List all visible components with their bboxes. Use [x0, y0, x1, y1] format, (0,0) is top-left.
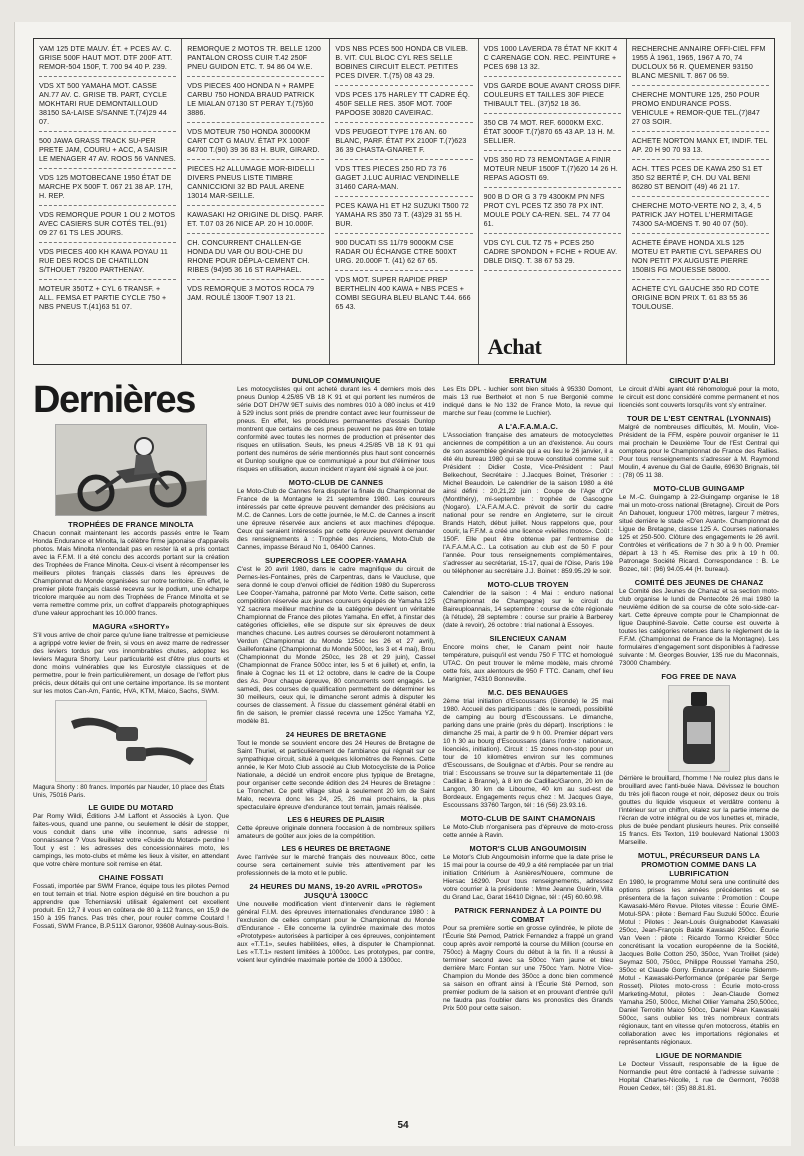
article-title: SILENCIEUX CANAM [489, 634, 567, 643]
article-title: MOTO-CLUB DE CANNES [288, 478, 384, 487]
article-body: Une nouvelle modification vient d'intervenir dans le règlement général F.I.M. des épreuves internationales d'endurance 1980 : à l'exclusion de celles comptant pour le Championnat du Monde d'Endurance - Elle concerne la cylindrée maximale des motos «Prototypes» autorisées à participer à ces épreuves, conjointement aux «T.T.1», seules habilitées, elles, à disputer le Championnat. Les «T.T.1» restent limitées à 1000cc. Les prototypes, par contre, voient leur cylindrée maximale portée de 1000 à 1300cc. [237, 901, 435, 964]
classified-ad: VDS CYL CUL TZ 75 + PCES 250 CADRE SPONDON + FCHE + ROUE AV. DBLE DISQ. T. 38 67 53 29. [484, 237, 621, 271]
article-body: Les motocyclistes qui ont acheté durant les 4 derniers mois des pneus Dunlop 4.25/85 VB 18 K 91 et qui portent les numéros de série DOT DH7W 9ET suivis des nombres 010 à 080 inclus et 419 à 529 inclus sont priés de prendre contact avec leur fournisseur de pneus. En effet, les procédures permanentes d'essais Dunlop montrent que certains de ces pneus peuvent ne pas être en totale conformité avec toutes les normes de production et présenter des risques en utilisation. Seuls, les pneus 4.25/85 VB 18 K 91 qui portent des numéros de série mentionnés plus haut sont concernés et Dunlop souligne que ce communiqué a pour but d'éliminer tous risques en utilisation, aucun incident n'ayant été signalé à ce jour. [237, 386, 435, 473]
classified-ad: VDS NBS PCES 500 HONDA CB VILEB. B. VIT. CUL BLOC CYL RES SELLE BOBINES CIRCUIT ELECT. PETITES PCES DIVER. T.(75) 08 43 29. [335, 43, 472, 86]
classified-ad: VDS MOTEUR 750 HONDA 30000KM CART COT G MAUV. ÉTAT PX 1000F 84700 T.(90) 39 36 83 H. BUR, GIRARD. [187, 126, 324, 160]
article-body: Encore moins cher, le Canam peint noir haute température, puisqu'il est vendu 750 F TTC et homologué UTAC. On peut trouver le même modèle, mais chromé cette fois, aux alentours de 950 F TTC. Canam, chef lieu Marignier, 74310 Bonneville. [443, 644, 613, 683]
article-title: 24 HEURES DE BRETAGNE [285, 730, 387, 739]
brake-lever-image [55, 700, 207, 782]
image-caption: Magura Shorty : 80 francs. Importés par Nauder, 10 place des États Unis, 75016 Paris. [33, 784, 225, 799]
classified-ad: ACHETE NORTON MANX ET, INDIF. TEL AP. 20 H 90 70 93 13. [632, 135, 769, 160]
article-body: Pour sa première sortie en grosse cylindrée, le pilote de l'Écurie Sté Pernod, Patrick Fernandez a frappé un grand coup après avoir remporté la course du Million (course en 750cc) à Magny Cours du début à la fin. Il a réussi à terminer second avec sa 500cc Yam jaune et bleu derrière Marc Fontan sur une 750cc Yam. Notre Vice-Champion du Monde des 350cc a donc bien commencé sa saison en offrant ainsi à l'Écurie Sté Pernod, son premier podium de la saison et en prouvant d'entrée qu'il ne faudra pas l'oublier dans les pronostics des Grands Prix 500 pour cette saison. [443, 925, 613, 1012]
article-title: LIGUE DE NORMANDIE [655, 1051, 743, 1060]
classified-ad: VDS GARDE BOUE AVANT CROSS DIFF. COULEURS ET TAILLES 30F PIECE THIBAULT TEL. (37)52 18 36. [484, 80, 621, 114]
article-body: En 1980, le programme Motul sera une continuité des options prises les années précédentes et se présentera de la façon suivante : Promotion : Coupe Kawasaki-Méro Revue. Pilotes vitesse : Écurie GME-Motul-SPA : pilote : Bernard Fau Suzuki 500cc. Écurie Motul : Pilotes : Jean-Louis Guignabodet Kawasaki 250cc, Jean-François Baldé Kawasaki 250cc. Écurie Van Veen : pilote : Ricardo Tormo Kreidler 50cc concrétisant la vocation européenne de la Société, Jacques Bolle Cotton 250, 350cc, Yvan Troillet (side) Seymaz 500, 750cc, Philippe Roussel Yamaha 250, 350cc et Claude Gorry. Endurance : écurie Sidemm-Motul - Kawasaki-Performance (préparée par Serge Rosset). Pilotes moto-cross : Écurie moto-cross Marketing-Motul, pilotes : Jean-Claude Gomez Yamaha 250, 500cc, Michel Ollier Yamaha 250,500cc, Daniel Terroitin Maico 500cc, Daniel Péan Kawasaki 500cc, sans oublier les très nombreux contrats régionaux, tant en vitesse qu'en motocross, établis en collaboration avec les importations régionales et représentants régionaux. [619, 879, 779, 1046]
article-body: Cette épreuve originale donnera l'occasion à de nombreux spillers amateurs de goûter aux joies de la compétition. [237, 825, 435, 840]
article-body: Les Ets DPL - luchier sont bien situés à 95330 Domont, mais 13 rue Berthelot et non 5 rue Bergonié comme indiqué dans le No 132 de France Moto, la revue qui marche sur l'eau (comme le Luchier). [443, 386, 613, 417]
classified-ad: 900 B D OR G 3 79 4300KM PN NFS PROT CYL PCES TZ 350 78 PX INT. MOULE POLY CA-REN. SEL. 74 77 04 61. [484, 191, 621, 234]
classified-ad: PCES KAWA H1 ET H2 SUZUKI T500 72 YAMAHA RS 350 73 T. (43)29 31 55 H. BUR. [335, 200, 472, 234]
article-title: MAGURA «SHORTY» [92, 622, 170, 631]
classified-ad: REMORQUE 2 MOTOS TR. BELLE 1200 PANTALON CROSS CUIR T.42 250F PNEU GUIDON ETC. T. 94 86 04 W.E. [187, 43, 324, 77]
classified-ad: KAWASAKI H2 ORIGINE DL DISQ. PARF. ET. T.07 03 26 NICE AP. 20 H 10.000F. [187, 209, 324, 234]
article-title: TOUR DE L'EST CENTRAL (LYONNAIS) [627, 414, 771, 423]
classified-ad: VDS PIECES 400 HONDA N + RAMPE CARBU 750 HONDA BRAUD PATRICK LE MIALAN 07130 ST PERAY T.(75)60 3886. [187, 80, 324, 123]
news-column-4 [619, 372, 779, 1107]
article-title: COMITÉ DES JEUNES DE CHANAZ [634, 578, 764, 587]
article-body: Le circuit d'Albi ayant été réhomologué pour la moto, le circuit est donc considéré comme permanent et nos licenciés sont couverts lorsqu'ils vont s'y entraîner. [619, 386, 779, 409]
news-column-2 [237, 372, 435, 1107]
section-title: Dernières [33, 379, 195, 421]
article-body: 2ème trial initiation d'Escoussans (Gironde) le 25 mai 1980. Accueil des participants : dès le samedi, possibilité de camping au bourg d'Escoussans. Le dimanche, parking dans une prairie (près du départ). Inscriptions : le dimanche 25 mai, à partir de 9 h 00. Premier départ vers 10 h 30 au bourg d'Escoussans (dans l'ordre : nationaux, licenciés, initiation). Circuit : 15 zones non-stop pour un tour de 10 kilomètres environ sur les communes d'Escoussans, de Soulignac et d'Arbis. Pour se rendre au trial : Escoussans se trouve sur la départementale 11 (de Cadillac à Branne), à 8 km de Cadillac/Garonn, 20 km de Langon, 30 km de Libourne, 40 km au sud-est de Bordeaux. Engagements reçus chez : M. Jacques Gaye, Escoussans 33760 Targon, tél : 16 (56) 23.93.16. [443, 698, 613, 809]
article-body: Malgré de nombreuses difficultés, M. Moulin, Vice-Président de la FFM, espère pouvoir organiser le 11 mai prochain le Deuxième Tour de l'Est Central qui comptera pour le Championnat de France des Rallies. Pour tous renseignements s'adresser à M. Raymond Moulin, 4 avenue du Gal de Gaulle, 69630 Brignais, tél : (78) 05 11 38. [619, 424, 779, 479]
article-body: Par Romy Wildi, Éditions J-M Laffont et Associés à Lyon. Que faites-vous, quand une panne, ou seulement le désir de stopper, vous conduit dans une ville inconnue, sans adresse ni connaissance ? Vous feuilletez votre «Guide du Motard» perdine ! Tout y est : les adresses des concessionnaires moto, les campings, les moto-clubs et même les lieux à visiter, en attendant que votre chère monture soit remise en état. [33, 813, 229, 869]
classified-ad: 350 CB 74 MOT. REF. 6000KM EXC. ÉTAT 3000F T.(7)870 65 43 AP. 13 H. M. SELLIER. [484, 117, 621, 151]
article-body: Le M.-C. Guingamp à 22-Guingamp organise le 18 mai un moto-cross national (Bretagne). Circuit de Pors An Dahouet, longueur 1700 mètres, largeur 7 mètres, situé derrière le stade «D'en Avant». Championnat de Ligue de Bretagne, classe 125 A. Courses nationales 125 et 250-500. Clôture des engagements le 26 avril. Contrôles et vérifications de 7 h 30 à 9 h 00. Premier départ à 13 h 45. Remise des prix à 19 h 00. Patronage Société Ricard. Correspondance : B. Le Bozec, tél : (96) 94.05.44 (H. bureau). [619, 494, 779, 573]
classified-ad: 900 DUCATI SS 11/79 9000KM CSE RADAR OU ÉCHANGE CTRE 500XT URG. 20.000F T. (41) 62 67 65. [335, 237, 472, 271]
article-body: L'Association française des amateurs de motocyclettes anciennes de compétition a un an d'existence. Au cours de son assemblée générale qui a eu lieu le 26 janvier, il a été élu bureau 1980 qui se trouve constitué comme suit : Président : Didier Coste, Vice-Président : Paul Belkechout, Secrétaire : J.Jacques Boinet, Trésorier : Michel Beaudoin. Le calendrier de la saison 1980 a été ainsi défini : 20,21,22 juin : Coupe de l'Age d'Or (Montlhéry), mi-septembre : trophée de Gascogne (Nogaro). L'A.F.A.M.A.C. prévoit de sortir du cadre national pour se rendre en Angleterre, sur le circuit Brands Hatch, début juillet. Nous rappelons que, pour courir, la F.F.M. a créé une licence «vieilles motos». Coût : 150F. Elle peut être obtenue par l'entremise de l'A.F.A.M.A.C.. La cotisation au club est de 50 F pour l'année. Pour tous renseignements complémentaires, s'adresser au secrétariat, 15-17, quai de l'Oise, Paris 19è ou téléphoner au secrétaire J.J. Boinet : 859.95.29 le soir. [443, 432, 613, 575]
news-column-1 [33, 372, 229, 1107]
article-title: 24 HEURES DU MANS, 19-20 AVRIL «PROTOS» JUSQU'À 1300CC [249, 882, 423, 900]
classified-ad: YAM 125 DTE MAUV. ÉT. + PCES AV. C. GRISE 500F HAUT MOT. DTF 200F ATT. REMOR-504 150F, T. 700 94 40 P. 239. [39, 43, 176, 77]
article-title: SUPERCROSS LEE COOPER-YAMAHA [264, 556, 408, 565]
article-title: FOG FREE DE NAVA [661, 672, 737, 681]
article-title: MOTOR'S CLUB ANGOUMOISIN [469, 844, 587, 853]
classifieds-column-4 [479, 39, 627, 364]
classifieds-box [33, 38, 775, 365]
article-body: Avec l'arrivée sur le marché français des nouveaux 80cc, cette course sera certainement suivie très attentivement par les professionnels de la moto et le public. [237, 854, 435, 877]
article-title: LE GUIDE DU MOTARD [88, 803, 174, 813]
article-title: ERRATUM [509, 376, 547, 385]
article-title: LES 6 HEURES DE BRETAGNE [281, 844, 391, 853]
article-title: A L'A.F.A.M.A.C. [497, 422, 559, 431]
magazine-page [14, 22, 791, 1146]
article-body: Tout le monde se souvient encore des 24 Heures de Bretagne de Saint Thuriel, et particulièrement de l'ambiance qui régnait sur ce sympathique circuit, situé à quelques kilomètres de Rennes. Cette année, le Ker Moto Club associé au Club Motocycliste de la Police Nationale, a décidé un endroit encore plus typique de Bretagne, pour organiser cette seconde édition des 24 Heures de Bretagne : Le Tronchet. Ce petit village situé à seulement 20 km de Saint Malo, recevra donc les 24, 25, 26 mai prochains, la plus spectaculaire épreuve d'endurance tout terrain, jamais réalisée. [237, 740, 435, 811]
classified-ad: VDS PIECES 400 KH KAWA POYAU 11 RUE DES ROCS DE CHATILLON S/THOUET 79200 PARTHENAY. [39, 246, 176, 280]
article-body: Dérrière le brouillard, l'homme ! Ne roulez plus dans le brouillard avec l'anti-buée Nava. Dévissez le bouchon du très joli flacon rouge et noir, déposez deux ou trois gouttes du liquide visqueux et verdâtre contenu à l'intérieur sur un chiffon, étalez sur la partie interne de l'écran de votre intégral ou de vos lunettes et, miracle, plus de buée pendant plusieurs heures. Prix conseillé 15 francs. Ets Texton, 119 boulevard National 13003 Marseille. [619, 775, 779, 846]
news-column-3 [443, 372, 613, 1107]
article-body: Chacun connait maintenant les accords passés entre le Team Honda Endurance et Minolta, la célèbre firme japonaise d'appareils photos. Mais Minolta n'entendait pas en rester là et a pris contact avec la F.F.M. Il a été conclu des accords portant sur la création des Trophées de France Minolta. Ceux-ci visent à récompenser les meilleurs pilotes français classés dans les épreuves de Championnat du Monde organisées sur notre territoire. En effet, le premier pilote français classé recevra sur le podium, une écharpe tricolore marquée au nom des Trophées de France Minolta et se verra remettre comme prix, un coffret d'appareils photographiques d'une valeur approchant les 10.000 francs. [33, 530, 229, 617]
article-body: Le Docteur Vissault, responsable de la ligue de Normandie peut être contacté à l'adresse suivante : Hopital Charles-Nicolle, 1 rue de Germont, 76038 Rouen Cedex, tél : (35) 88.81.81. [619, 1061, 779, 1092]
classified-ad: VDS 1000 LAVERDA 78 ÉTAT NF KKIT 4 C CARENAGE CON. REC. PEINTURE + PCES 698 13 32. [484, 43, 621, 77]
classified-ad: VDS MOT. SUPER RAPIDE PREP BERTHELIN 400 KAWA + NBS PCES + COMBI SEGURA BLEU BLANC T.44. 666 65 43. [335, 276, 471, 311]
article-body: S'il vous arrive de choir parce qu'une liane traîtresse et pernicieuse a agrippé votre levier de frein, si vous en avez marre de redresser des leviers tordus par vos innombrables chutes, adoptez les leviers Magura Shorty. Leur particularité est d'être plus courts et donc moins vulnérables que les Eurostyle classiques et de permettre, pour le frein particulièrement, un dosage de l'effort plus précis, deux détails qui ont une certaine importance. Ils se montent sur les motos Can-Am, Fantic, HVA, KTM, Maico, Sachs, SWM. [33, 632, 229, 695]
article-body: Le Moto-Club de Cannes fera disputer la finale du Championnat de France de la Montagne le 21 septembre 1980. Les coureurs intéressés par cette épreuve peuvent demander des précisions au M.C. de Cannes. Lors de cette journée, le M.C. de Cannes a inscrit une épreuve réservée aux anciens et aux machines d'époque. Ceux qui seraient intéressés par cette épreuve peuvent demander des renseignements à : Trophée des Anciens, Moto-Club de Cannes, impasse Béraud No 1, 06400 Cannes. [237, 488, 435, 551]
classified-ad: RECHERCHE ANNAIRE OFFI-CIEL FFM 1955 À 1961, 1965, 1967 A 70, 74 DUCLOUX 56 R. QUEMENER 93150 BLANC MESNIL T. 867 06 59. [632, 43, 769, 86]
classified-ad: MOTEUR 350TZ + CYL 6 TRANSF. + ALL. FEMSA ET PARTIE CYCLE 750 + NBS PNEUS T.(41)63 51 07. [39, 285, 167, 311]
achat-heading-wrap [484, 330, 621, 360]
article-title: CHAINE FOSSATI [98, 873, 164, 883]
classified-ad: VDS PEUGEOT TYPE 176 AN. 60 BLANC, PARF. ÉTAT PX 2100F T.(7)623 36 39 CHASTA-GNARET F. [335, 126, 472, 160]
classified-ad: CHERCHE MOTO-VERTE NO 2, 3, 4, 5 PATRICK JAY HOTEL L'HERMITAGE 74300 SA-MOENS T. 90 40 07 (50). [632, 200, 769, 234]
classifieds-column-3 [330, 39, 478, 364]
classified-ad: VDS TTES PIECES 250 RD 73 76 GAGET J.LUC AURIAC VENDINELLE 31460 CARA-MAN. [335, 163, 472, 197]
classified-ad: ACHETE CYL GAUCHE 350 RD COTE ORIGINE BON PRIX T. 61 83 55 36 TOULOUSE. [631, 285, 760, 311]
achat-heading: Achat [487, 334, 542, 359]
classified-ad: VDS REMORQUE POUR 1 OU 2 MOTOS AVEC CASIERS SUR COTÉS TEL.(91) 09 27 61 TS LES JOURS. [39, 209, 176, 243]
classified-ad: ACHETE ÉPAVE HONDA XLS 125 MOTEU ET PARTIE CYL SEPARES OU NON PETIT PX AUGUSTE PIERRE 150BIS FG MOUESSE 58000. [632, 237, 769, 280]
article-body: Calendrier de la saison : 4 Mai : enduro national (Championnat de Champagne) sur le circuit du Baireuploannais, 14 septembre : course de côte régionale (à l'étude), 28 septembre : course sur prairie à Barberey (date à revoir), 26 octobre : trial national à Essoyes. [443, 590, 613, 629]
article-title: MOTUL, PRÉCURSEUR DANS LA PROMOTION COMME DANS LA LUBRIFICATION [637, 851, 761, 878]
article-body: Le Moto-Club n'organisera pas d'épreuve de moto-cross cette année à Ravin. [443, 824, 613, 839]
news-section [33, 372, 781, 1112]
page-number: 54 [397, 1120, 409, 1131]
classified-ad: VDS PCES 175 HARLEY TT CADRE ÉQ. 450F SELLE RES. 350F MOT. 700F PAPOOSE 30820 CAVEIRAC. [335, 89, 472, 123]
article-body: Le Comité des Jeunes de Chanaz et sa section moto-club organise le lundi de Pentecôte 26 mai 1980 la neuvième édition de sa course de côte solo-side-car-kart. Cette épreuve compte pour le Championnat de ligue Dauphiné-Savoie. Cette course est ouverte à toutes les catégories retenues dans le règlement de la F.F.M. (Championnat de France de la Montagne). Les formulaires d'engagement sont disponibles à l'adresse suivante : M. Georges Bouvier, 135 rue du Maconnais, 73000 Chambéry. [619, 588, 779, 667]
classified-ad: CHERCHE MONTURE 125, 250 POUR PROMO ENDURANCE POSS. VEHICULE + REMOR-QUE TEL.(7)847 27 03 SOIR. [632, 89, 769, 132]
classified-ad: ACH. TTES PCES DE KAWA 250 S1 ET 350 S2 BERTÉ P, CH. DU VAL BENI 86280 ST BENOIT (49) 46 21 17. [632, 163, 769, 197]
article-title: LES 6 HEURES DE PLAISIR [287, 815, 385, 824]
article-body: Fossati, importée par SWM France, équipe tous les pilotes Pernod en tout terrain et trial. Notre espion déguisé en tire bouchon a pu apprendre que Tcherniavski utilisait également cet excellent produit. En 12,7 il vous en coûtera de 80 à 112 francs, en 15,9 de 150 à 195 francs. Pas très cher, pour rouler comme Coutard ! Fossati, SWM France, B.P.511X Garonor, 93608 Aulnay-sous-Bois. [33, 883, 229, 931]
classified-ad: VDS XT 500 YAMAHA MOT. CASSE AN.77 AV. C. GRISE TB. PART, CYCLE MOKHTARI RUE DEMONTAILLOUD 38150 SA-LAISE S/SANNE T.(74)29 44 07. [39, 80, 176, 132]
article-title: MOTO-CLUB TROYEN [487, 580, 569, 589]
motorcycle-photo [55, 424, 207, 516]
article-title: DUNLOP COMMUNIQUE [291, 376, 381, 385]
classifieds-column-5 [627, 39, 774, 364]
classified-ad: VDS 125 MOTOBECANE 1950 ÉTAT DE MARCHE PX 500F T. 067 21 38 AP. 17H, H. REP. [39, 172, 176, 206]
fog-free-bottle-image [668, 685, 730, 772]
article-title: MOTO-CLUB DE SAINT CHAMONAIS [460, 814, 596, 823]
classified-ad: VDS 350 RD 73 REMONTAGE A FINIR MOTEUR NEUF 1500F T.(7)620 14 26 H. REPAS AGOSTI 69. [484, 154, 621, 188]
article-title: MOTO-CLUB GUINGAMP [653, 484, 745, 493]
classified-ad: PIECES H2 ALLUMAGE MOR-BIDELLI DIVERS PNEUS LISTE TIMBRE CANNICCIONI 32 BD PAUL ARENE 13014 MAR-SEILLE. [187, 163, 324, 206]
classified-ad: CH. CONCURRENT CHALLEN-GE HONDA DU VAR OU BOU-CHE DU RHONE POUR DÉPLA-CEMENT CH. RIBES (94)95 36 16 ST RAPHAEL. [187, 237, 324, 280]
article-title: TROPHÉES DE FRANCE MINOLTA [68, 520, 194, 529]
classifieds-column-1 [34, 39, 182, 364]
classified-ad: VDS REMORQUE 3 MOTOS ROCA 79 JAM. ROULÉ 1300F T.907 13 21. [187, 285, 315, 302]
article-body: C'est le 20 avril 1980, dans le cadre magnifique du circuit de Pernes-les-Fontaines, près de Carpentras, dans le Vaucluse, que sera donné le coup d'envoi officiel de l'édition 1980 du Supercross Lee Cooper-Yamaha, patronné par Moto Verte. Cette saison, cette compétition réservée aux jeunes coureurs équipés de Yamaha 125 YZ sacrera meilleur machine de la catégorie devient un véritable Championnat de France des pilotes Yamaha. En effet, à l'instar des catégories officielles, elle se dispute sur six épreuves de deux manches chacune. Les autres courses se dérouleront notamment à Verdun (Championnat du Monde 125cc les 26 et 27 avril), Gaillefontaine (Championnat du Monde 500cc, les 3 et 4 mai), Brou (Championnat du Monde 250cc, les 28 et 29 juin), Cassel (Championnat de France 500cc inter, les 5 et 6 juillet) et, enfin, la finale à Cognac les 11 et 12 octobre, dans le cadre de la Coupe des As. Pour chaque épreuve, 80 concurrents sont engagés. Le samedi, des courses de qualification permettent de déterminer les 30 meilleurs, ceux qui, le dimanche seront admis à disputer les courses de classement. À l'issue du classement général établi en fin de saison, le premier classé recevra une 125cc Yamaha YZ, modèle 81. [237, 566, 435, 725]
article-title: CIRCUIT D'ALBI [669, 376, 729, 385]
classifieds-column-2 [182, 39, 330, 364]
article-body: Le Motor's Club Angoumoisin informe que la date prise le 15 mai pour la course de 49,9 a été remplacée par un trial initiation Critérium à Asnières/Nouere, commune de Hiersac 16290. Pour tous renseignements, adressez votre courrier à la présidente : Mme Jeanne Guérin, Villa du Grand Lac, Garat 16410 Dignac, tél : (45) 60.60.98. [443, 854, 613, 901]
article-title: M.C. DES BENAUGES [487, 688, 569, 697]
article-title: PATRICK FERNANDEZ À LA POINTE DU COMBAT [454, 906, 602, 924]
classified-ad: 500 JAWA GRASS TRACK SU-PER PRETE JAM, COURU + ACC, A SAISIR LE MENAGER 47 AV. ROOS 56 VANNES. [39, 135, 176, 169]
